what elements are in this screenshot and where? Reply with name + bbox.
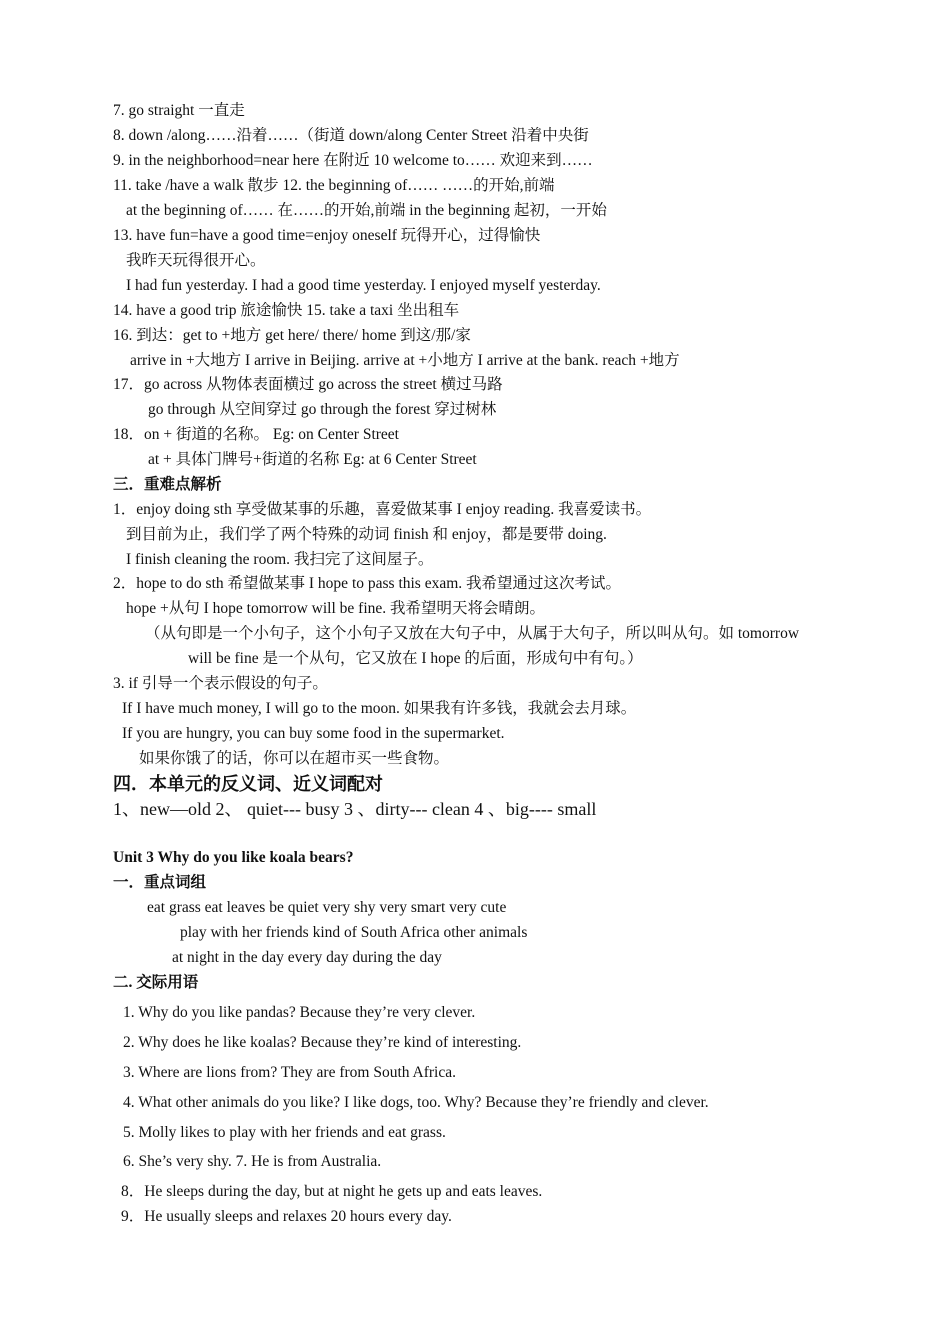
text-line: I had fun yesterday. I had a good time yesterday. I enjoyed myself yesterday. [126, 277, 601, 294]
text-line: arrive in +大地方 I arrive in Beijing. arrive at +小地方 I arrive at the bank. reach +地方 [130, 352, 680, 369]
text-line: If you are hungry, you can buy some food in the supermarket. [122, 725, 505, 742]
text-line: 5. Molly likes to play with her friends and eat grass. [123, 1124, 446, 1141]
text-line: I finish cleaning the room. 我扫完了这间屋子。 [126, 551, 434, 568]
text-line: 7. go straight 一直走 [113, 102, 245, 119]
section-heading: 四．本单元的反义词、近义词配对 [113, 774, 383, 794]
text-line: 4. What other animals do you like? I like dogs, too. Why? Because they’re friendly and clever. [123, 1094, 709, 1111]
section-heading: 二. 交际用语 [113, 974, 199, 991]
text-line: 8. down /along……沿着……（街道 down/along Center Street 沿着中央街 [113, 127, 589, 144]
text-line: 13. have fun=have a good time=enjoy oneself 玩得开心，过得愉快 [113, 227, 541, 244]
text-line: at the beginning of…… 在……的开始,前端 in the beginning 起初，一开始 [126, 202, 607, 219]
text-line: 3. Where are lions from? They are from South Africa. [123, 1064, 456, 1081]
text-line: If I have much money, I will go to the moon. 如果我有许多钱，我就会去月球。 [122, 700, 637, 717]
unit-title: Unit 3 Why do you like koala bears? [113, 849, 354, 866]
text-line: 2. Why does he like koalas? Because they’re kind of interesting. [123, 1034, 522, 1051]
text-line: go through 从空间穿过 go through the forest 穿过树林 [148, 401, 497, 418]
text-line: eat grass eat leaves be quiet very shy very smart very cute [147, 899, 507, 916]
text-line: 我昨天玩得很开心。 [126, 252, 266, 269]
text-line: 9．He usually sleeps and relaxes 20 hours every day. [121, 1208, 452, 1225]
text-line: at night in the day every day during the day [172, 949, 442, 966]
text-line: 17．go across 从物体表面横过 go across the street 横过马路 [113, 376, 503, 393]
text-line: 8．He sleeps during the day, but at night he gets up and eats leaves. [121, 1183, 543, 1200]
text-line: 16. 到达：get to +地方 get here/ there/ home 到这/那/家 [113, 327, 471, 344]
text-line: 如果你饿了的话，你可以在超市买一些食物。 [139, 750, 450, 767]
section-heading: 三．重难点解析 [113, 476, 222, 493]
text-line: 3. if 引导一个表示假设的句子。 [113, 675, 328, 692]
text-line: 9. in the neighborhood=near here 在附近 10 welcome to…… 欢迎来到…… [113, 152, 593, 169]
text-line: play with her friends kind of South Africa other animals [180, 924, 528, 941]
text-line: will be fine 是一个从句，它又放在 I hope 的后面，形成句中有句。） [188, 650, 643, 667]
text-line: 18．on + 街道的名称。 Eg: on Center Street [113, 426, 399, 443]
text-line: 2．hope to do sth 希望做某事 I hope to pass this exam. 我希望通过这次考试。 [113, 575, 622, 592]
text-line: 1、new—old 2、 quiet--- busy 3 、dirty--- clean 4 、big---- small [113, 799, 597, 819]
text-line: 14. have a good trip 旅途愉快 15. take a taxi 坐出租车 [113, 302, 460, 319]
section-heading: 一．重点词组 [113, 874, 207, 891]
text-line: 1．enjoy doing sth 享受做某事的乐趣，喜爱做某事 I enjoy reading. 我喜爱读书。 [113, 501, 652, 518]
text-line: 1. Why do you like pandas? Because they’re very clever. [123, 1004, 476, 1021]
text-line: 11. take /have a walk 散步 12. the beginning of…… ……的开始,前端 [113, 177, 555, 194]
text-line: 6. She’s very shy. 7. He is from Australia. [123, 1153, 382, 1170]
text-line: 到目前为止，我们学了两个特殊的动词 finish 和 enjoy，都是要带 doing. [126, 526, 607, 543]
text-line: hope +从句 I hope tomorrow will be fine. 我希望明天将会晴朗。 [126, 600, 546, 617]
text-line: at + 具体门牌号+街道的名称 Eg: at 6 Center Street [148, 451, 477, 468]
text-line: （从句即是一个小句子，这个小句子又放在大句子中，从属于大句子，所以叫从句。如 tomorrow [145, 625, 800, 642]
